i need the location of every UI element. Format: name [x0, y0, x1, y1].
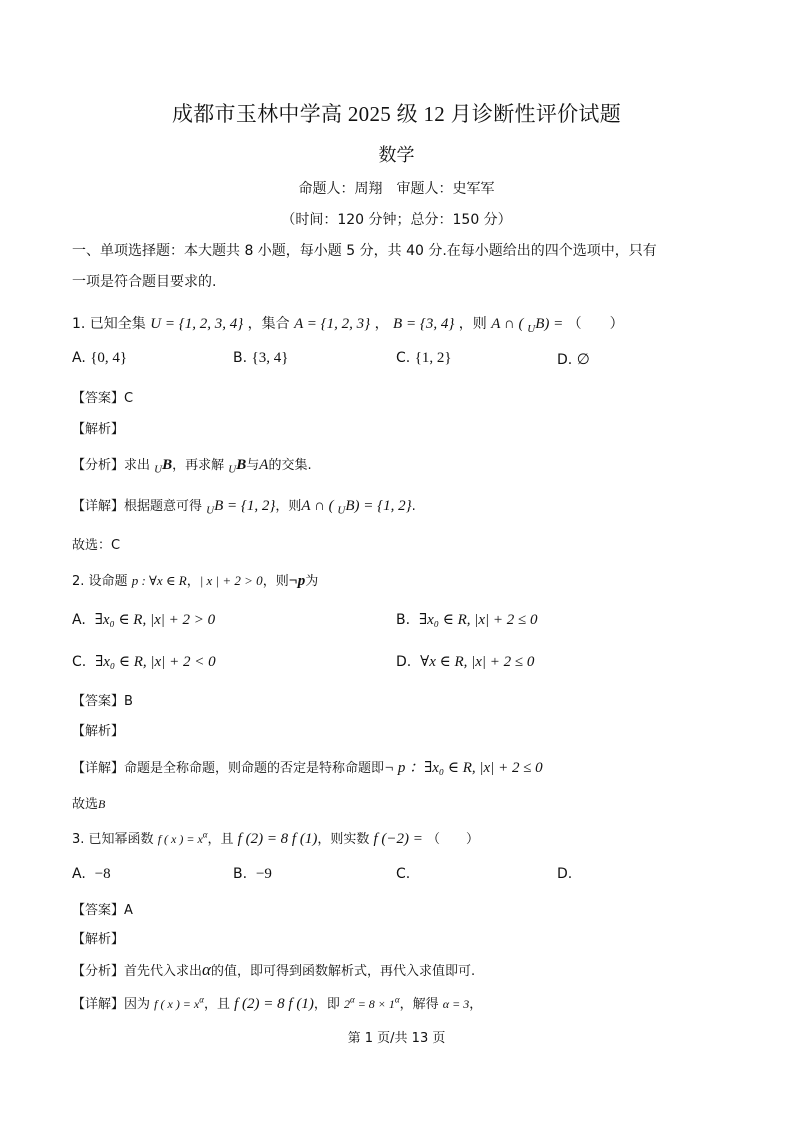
q1-detail: 【详解】根据题意可得 $_U$B = {1, 2}，则A ∩ ( $_U$B) = {1, 2}. [72, 498, 416, 517]
q1-conclusion: 故选：C [72, 538, 121, 553]
q2-option-a: A. ∃x₀ ∈ R, |x| + 2 > 0 [72, 612, 216, 628]
q1-answer: 【答案】C [72, 391, 134, 406]
q2-option-d: D. ∀x ∈ R, |x| + 2 ≤ 0 [396, 654, 535, 670]
q1-set-a: A = {1, 2, 3} [294, 316, 371, 332]
q3-option-d: D. [557, 866, 573, 882]
q2-option-c: C. ∃x₀ ∈ R, |x| + 2 < 0 [72, 654, 216, 670]
page-title: 成都市玉林中学高 2025 级 12 月诊断性评价试题 [171, 102, 622, 126]
page-footer: 第 1 页/共 13 页 [347, 1031, 446, 1046]
q1-subscript: U [527, 322, 536, 335]
question-3: 3. 已知幂函数 f ( x ) = $x^\alpha$，且 f (2) = 8 f (1)，则实数 f (−2) = （ ） [72, 829, 480, 847]
q2-option-b: B. ∃x₀ ∈ R, |x| + 2 ≤ 0 [396, 612, 538, 628]
q1-text: ， [374, 316, 389, 332]
q1-option-a: A. {0, 4} [72, 350, 128, 366]
q3-analysis-label: 【解析】 [72, 932, 125, 947]
q3-detail: 【详解】因为 f ( x ) = $x^\alpha$，且 f (2) = 8 f (1)，即 $2^\alpha = 8 \times 1^\alpha$，解得 α = 3， [72, 994, 483, 1012]
q1-set-b: B = {3, 4} [393, 316, 455, 332]
q1-fenxi: 【分析】求出 $_U$B，再求解 $_U$B与A的交集. [72, 457, 312, 476]
q3-option-a: A. −8 [72, 866, 111, 882]
q1-option-d: D. ∅ [557, 352, 590, 368]
section-heading-line2: 一项是符合题目要求的. [72, 274, 217, 290]
subject-title: 数学 [378, 145, 415, 166]
q1-option-c: C. {1, 2} [396, 350, 452, 366]
q1-expression: B) = [535, 316, 564, 332]
q3-fenxi: 【分析】首先代入求出α的值，即可得到函数解析式，再代入求值即可. [72, 960, 476, 979]
time-info: （时间：120 分钟；总分：150 分） [281, 212, 512, 228]
q1-option-b: B. {3, 4} [233, 350, 289, 366]
q2-detail: 【详解】命题是全称命题，则命题的否定是特称命题即¬ p ：∃x₀ ∈ R, |x| + 2 ≤ 0 [72, 760, 543, 776]
q1-text: ，则 [458, 316, 487, 332]
q1-set-u: U = {1, 2, 3, 4} [150, 316, 244, 332]
q1-expression: A ∩ ( [491, 316, 528, 332]
q1-analysis-label: 【解析】 [72, 422, 125, 437]
question-2: 2. 设命题 p : ∀x ∈ R，| x | + 2 > 0，则¬p为 [72, 573, 319, 589]
authors-line: 命题人：周翔 审题人：史军军 [298, 181, 495, 197]
question-1 [72, 313, 624, 335]
q3-answer: 【答案】A [72, 903, 133, 918]
q2-conclusion: 故选B [72, 797, 106, 812]
q1-text: ，集合 [247, 316, 290, 332]
section-heading-line1: 一、单项选择题：本大题共 8 小题，每小题 5 分，共 40 分.在每小题给出的四个选项中，只有 [72, 243, 657, 259]
q2-analysis-label: 【解析】 [72, 724, 125, 739]
q1-stem: 1. 已知全集 [72, 316, 146, 332]
q2-answer: 【答案】B [72, 694, 133, 709]
q3-option-c: C. [396, 866, 411, 882]
q1-paren: （ ） [567, 316, 624, 332]
q3-option-b: B. −9 [233, 866, 272, 882]
